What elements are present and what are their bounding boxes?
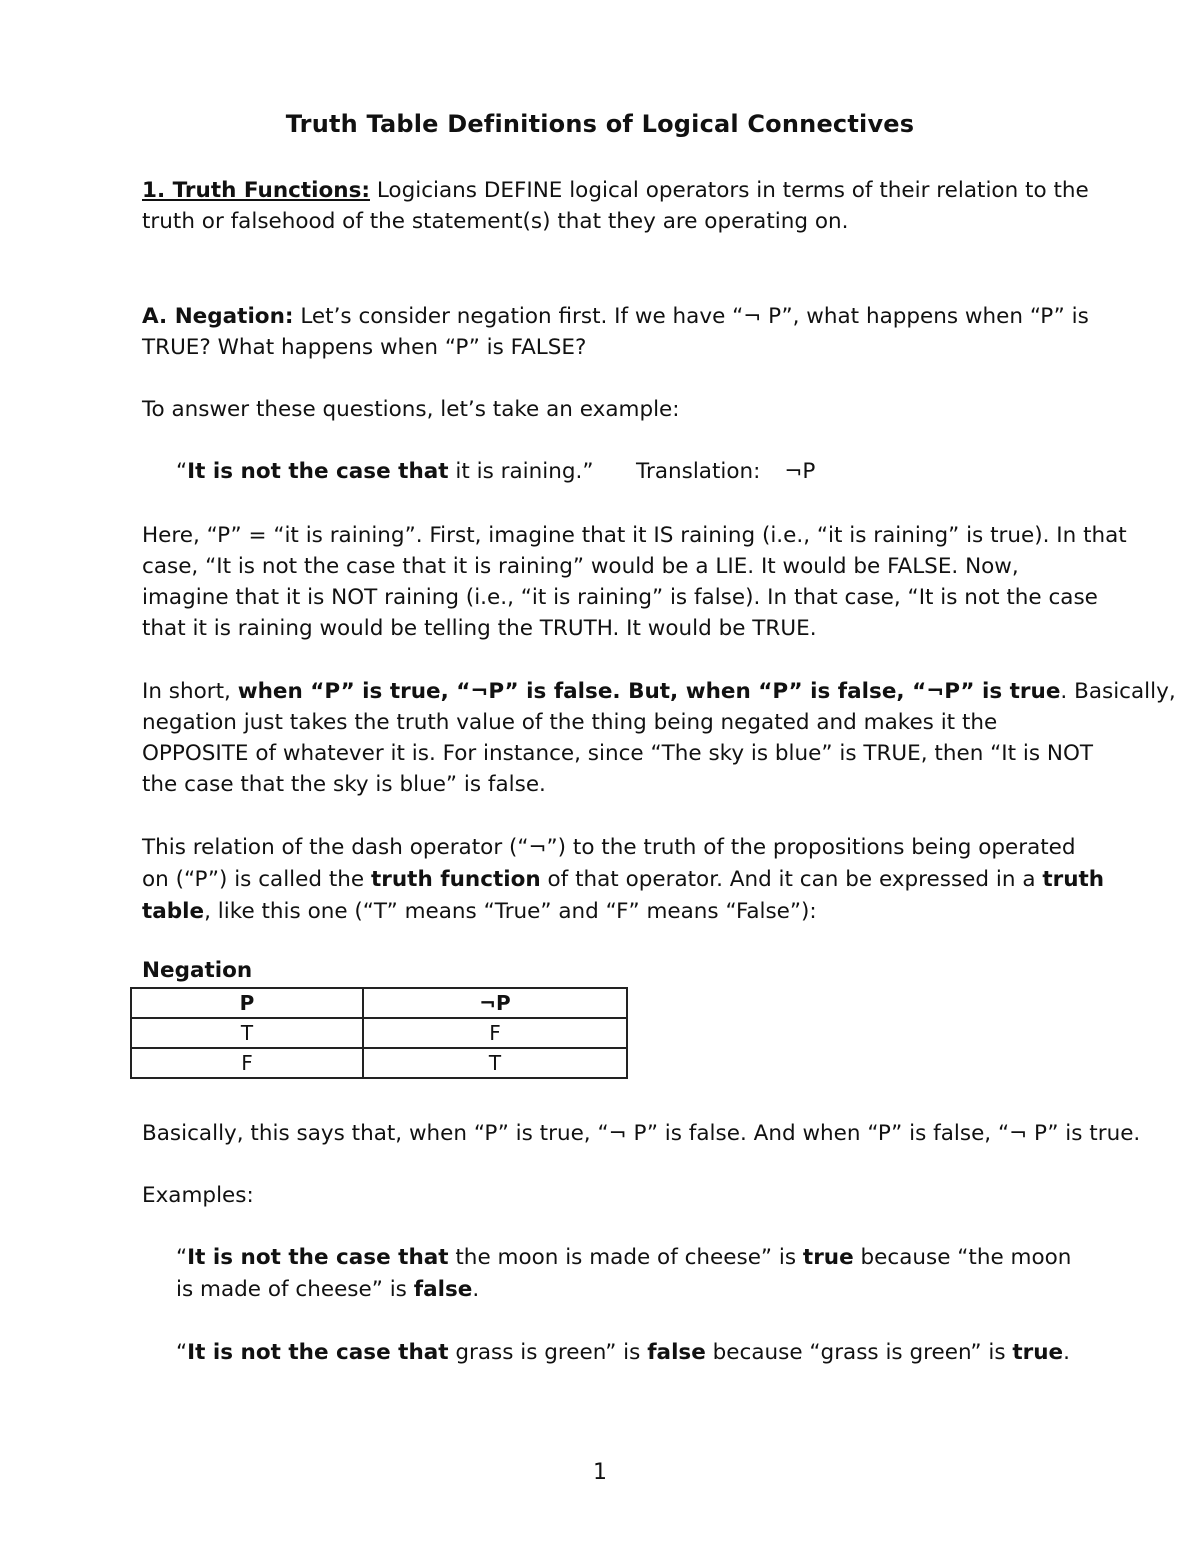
example-bold: It is not the case that xyxy=(187,459,449,484)
example-rest: it is raining.” xyxy=(448,459,594,484)
example2-line xyxy=(176,1337,1070,1368)
table-header-cell: P xyxy=(131,988,363,1018)
sectionA-heading: A. Negation: xyxy=(142,304,294,329)
summary-line4: the case that the sky is blue” is false. xyxy=(142,772,546,797)
table-cell: T xyxy=(363,1048,627,1078)
sectionA-line2: TRUE? What happens when “P” is FALSE? xyxy=(142,335,587,360)
example2-mid: grass is green” is xyxy=(448,1340,648,1365)
explanation-line: case, “It is not the case that it is raining” would be a LIE. It would be FALSE. Now, xyxy=(142,554,1019,579)
example-translation xyxy=(636,456,815,487)
relation-text-c: , like this one (“T” means “True” and “F” means “False”): xyxy=(204,899,817,924)
table-label: Negation xyxy=(142,958,253,983)
document-title: Truth Table Definitions of Logical Connectives xyxy=(285,110,915,138)
explanation-line: imagine that it is NOT raining (i.e., “it is raining” is false). In that case, “It is not the case xyxy=(142,585,1098,610)
relation-line2 xyxy=(142,864,1104,895)
example-sentence xyxy=(176,456,593,487)
sectionA-text1: Let’s consider negation first. If we have “¬ P”, what happens when “P” is xyxy=(293,304,1089,329)
example1-line1 xyxy=(176,1242,1071,1273)
example1-line2-end: . xyxy=(472,1277,480,1302)
table-header-cell: ¬P xyxy=(363,988,627,1018)
table-row xyxy=(131,1018,627,1048)
relation-line1: This relation of the dash operator (“¬”) to the truth of the propositions being operated xyxy=(142,835,1076,860)
summary-line2: negation just takes the truth value of the thing being negated and makes it the xyxy=(142,710,998,735)
examples-label: Examples: xyxy=(142,1183,254,1208)
summary-prefix: In short, xyxy=(142,679,238,704)
example1-mid: the moon is made of cheese” is xyxy=(448,1245,803,1270)
example1-line2-text: is made of cheese” is xyxy=(176,1277,414,1302)
table-cell: F xyxy=(131,1048,363,1078)
explanation-line: Here, “P” = “it is raining”. First, imagine that it IS raining (i.e., “it is raining” is true). In that xyxy=(142,523,1127,548)
sectionA-line1 xyxy=(142,301,1089,332)
example1-line2 xyxy=(176,1274,479,1305)
basically-line: Basically, this says that, when “P” is true, “¬ P” is false. And when “P” is false, “¬ P” is true. xyxy=(142,1121,1141,1146)
intro-example: To answer these questions, let’s take an example: xyxy=(142,397,680,422)
example2-bold1: It is not the case that xyxy=(187,1340,449,1365)
example1-line2-bold: false xyxy=(413,1277,473,1302)
relation-line3 xyxy=(142,896,817,927)
table-cell: F xyxy=(363,1018,627,1048)
table-header-row xyxy=(131,988,627,1018)
section1-heading: 1. Truth Functions: xyxy=(142,178,370,203)
example2-bold2: false xyxy=(647,1340,706,1365)
relation-bold-truth-function: truth function xyxy=(370,867,541,892)
negation-truth-table xyxy=(130,987,628,1079)
section1-text1: Logicians DEFINE logical operators in terms of their relation to the xyxy=(370,178,1089,203)
example1-bold2: true xyxy=(802,1245,854,1270)
translation-value: ¬P xyxy=(784,459,816,484)
example1-quote: “ xyxy=(176,1245,188,1270)
summary-line3: OPPOSITE of whatever it is. For instance, since “The sky is blue” is TRUE, then “It is NOT xyxy=(142,741,1094,766)
example2-bold3: true xyxy=(1012,1340,1064,1365)
example-open-quote: “ xyxy=(176,459,188,484)
summary-suffix: . Basically, xyxy=(1060,679,1176,704)
summary-bold: when “P” is true, “¬P” is false. But, when “P” is false, “¬P” is true xyxy=(237,679,1061,704)
example1-bold1: It is not the case that xyxy=(187,1245,449,1270)
summary-line1 xyxy=(142,676,1176,707)
table-cell: T xyxy=(131,1018,363,1048)
relation-text-b: of that operator. And it can be expressed in a xyxy=(540,867,1043,892)
example1-end: because “the moon xyxy=(853,1245,1072,1270)
explanation-line: that it is raining would be telling the TRUTH. It would be TRUE. xyxy=(142,616,817,641)
table-row xyxy=(131,1048,627,1078)
relation-text-a: on (“P”) is called the xyxy=(142,867,371,892)
example2-mid2: because “grass is green” is xyxy=(705,1340,1013,1365)
relation-bold-table: table xyxy=(142,899,205,924)
example2-quote: “ xyxy=(176,1340,188,1365)
relation-bold-truth: truth xyxy=(1042,867,1105,892)
page-number: 1 xyxy=(593,1460,607,1485)
section1-line1 xyxy=(142,175,1089,206)
section1-line2: truth or falsehood of the statement(s) that they are operating on. xyxy=(142,209,849,234)
translation-label: Translation: xyxy=(636,459,761,484)
example2-end: . xyxy=(1063,1340,1070,1365)
